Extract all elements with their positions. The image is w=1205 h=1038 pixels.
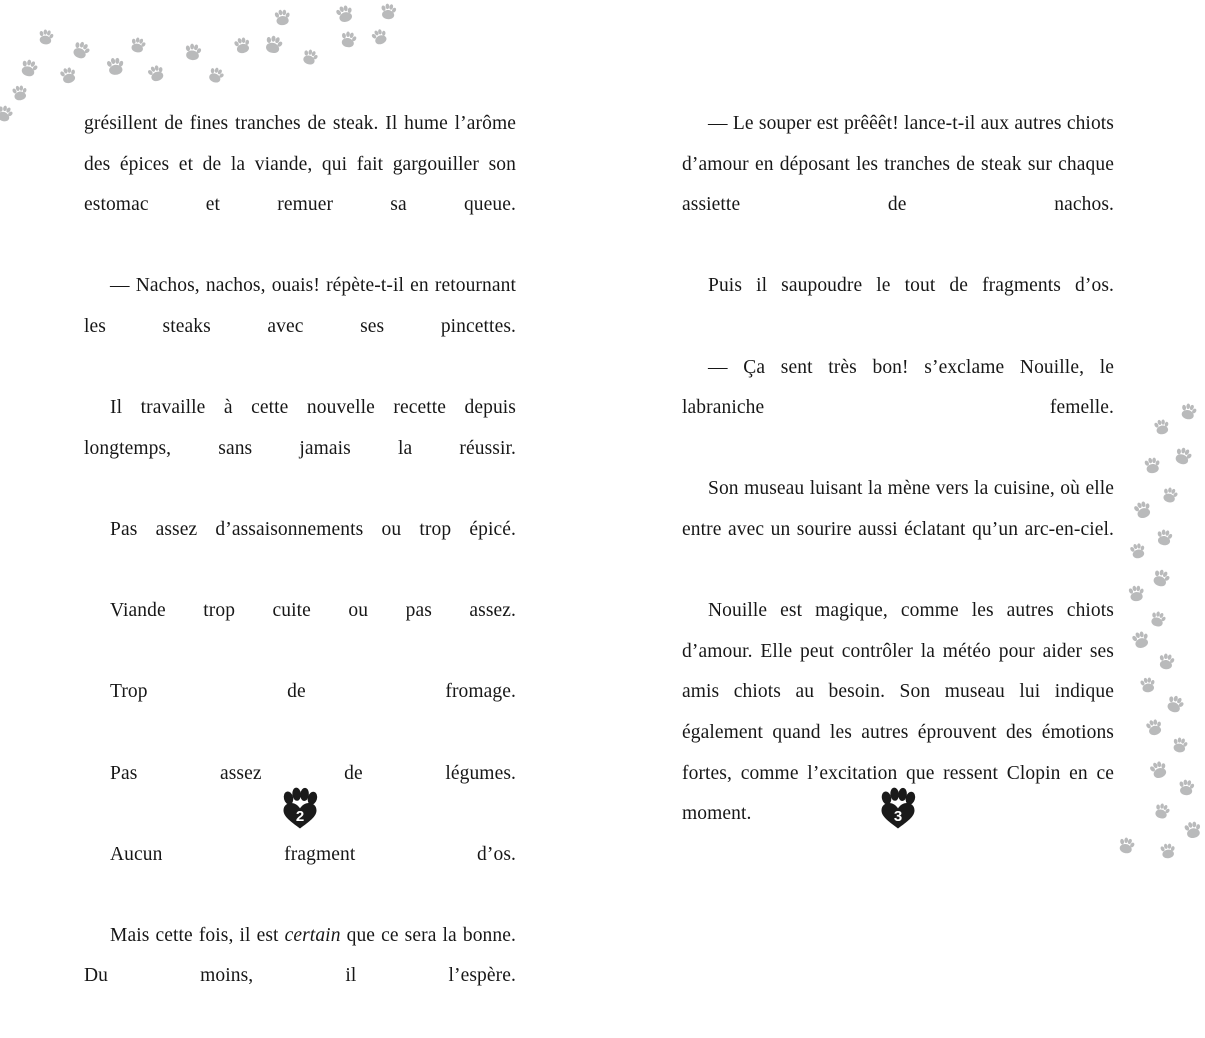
paragraph: [682, 104, 1114, 266]
left-page-number: 2: [295, 808, 305, 825]
body-text: — Nachos, nachos, ouais! répète-t-il en retournant les steaks avec ses pincettes.: [84, 275, 516, 337]
body-text: Aucun fragment d’os.: [110, 843, 516, 865]
paragraph: [84, 591, 516, 672]
right-page-number: 3: [893, 808, 903, 825]
paragraph: [682, 469, 1114, 591]
body-text: — Le souper est prêêêt! lance-t-il aux autres chiots d’amour en déposant les tranches de steak sur chaque assiette de nachos.: [682, 113, 1114, 216]
left-page-folio: [274, 784, 326, 836]
paragraph: [682, 266, 1114, 347]
right-page-text-column: [682, 104, 1114, 875]
left-page-text-column: [84, 104, 516, 1038]
body-text: Trop de fromage.: [110, 681, 516, 703]
body-text: Nouille est magique, comme les autres chiots d’amour. Elle peut contrôler la météo pour aider ses amis chiots au besoin. Son museau lui indique également quand les autres éprouvent des émotions fortes, comme l’excitation que ressent Clopin en ce moment.: [682, 600, 1114, 825]
body-text: Pas assez d’assaisonnements ou trop épicé.: [110, 518, 516, 540]
body-text: Son museau luisant la mène vers la cuisine, où elle entre avec un sourire aussi éclatant qu’un arc-en-ciel.: [682, 478, 1114, 540]
body-text: Il travaille à cette nouvelle recette depuis longtemps, sans jamais la réussir.: [84, 397, 516, 459]
paragraph: [84, 104, 516, 266]
body-text: grésillent de fines tranches de steak. Il hume l’arôme des épices et de la viande, qui fait gargouiller son estomac et remuer sa queue.: [84, 113, 516, 216]
body-text: Puis il saupoudre le tout de fragments d’os.: [708, 275, 1114, 297]
body-text: Viande trop cuite ou pas assez.: [110, 600, 516, 622]
paragraph: [84, 916, 516, 1038]
body-text: — Ça sent très bon! s’exclame Nouille, le labraniche femelle.: [682, 356, 1114, 419]
right-page-folio: [872, 784, 924, 836]
body-text: Mais cette fois, il est: [110, 924, 285, 946]
emphasis-text: certain: [284, 924, 341, 946]
paragraph: [84, 388, 516, 510]
body-text: que ce sera la bonne. Du moins, il l’espère.: [84, 924, 516, 987]
paragraph: [84, 835, 516, 916]
paragraph: [682, 348, 1114, 470]
paragraph: [84, 510, 516, 591]
body-text: Pas assez de légumes.: [110, 762, 516, 784]
paragraph: [84, 266, 516, 388]
paragraph: [84, 672, 516, 753]
